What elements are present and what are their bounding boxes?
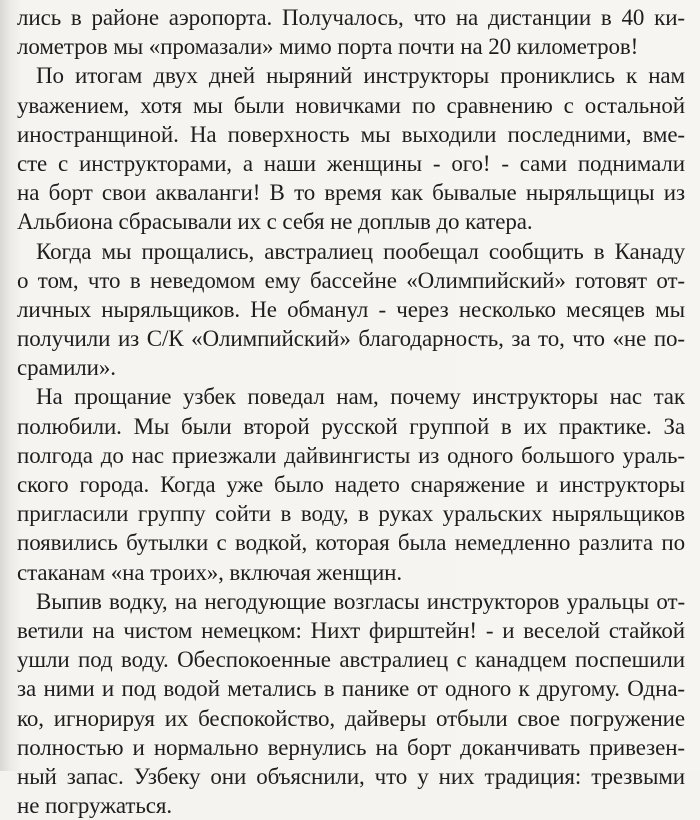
text-line: уважением, хотя мы были новичками по сравнению с остальной bbox=[17, 92, 685, 118]
paragraph bbox=[17, 3, 685, 61]
text-line: лометров мы «промазали» мимо порта почти на 20 километров! bbox=[17, 34, 639, 60]
text-line: полностью и нормально вернулись на борт доканчивать привезен- bbox=[17, 734, 685, 760]
text-line: Когда мы прощались, австралиец пообещал сообщить в Канаду bbox=[36, 238, 685, 264]
text-line: стаканам «на троих», включая женщин. bbox=[17, 559, 403, 585]
text-line: сте с инструкторами, а наши женщины - ого! - сами поднимали bbox=[17, 150, 685, 176]
text-line: получили из С/К «Олимпийский» благодарность, за то, что «не по- bbox=[17, 326, 685, 352]
text-line: Выпив водку, на негодующие возгласы инструкторов уральцы от- bbox=[36, 588, 685, 614]
paragraph bbox=[17, 587, 685, 820]
text-line: срамили». bbox=[17, 355, 116, 381]
text-line: Альбиона сбрасывали их с себя не доплыв до катера. bbox=[17, 209, 533, 235]
text-line: ко, игнорируя их беспокойство, дайверы отбыли свое погружение bbox=[17, 705, 685, 731]
text-line: пригласили группу сойти в воду, в руках уральских ныряльщиков bbox=[17, 501, 685, 527]
paragraph bbox=[17, 382, 685, 586]
text-line: появились бутылки с водкой, которая была немедленно разлита по bbox=[17, 530, 685, 556]
text-line: иностранщиной. На поверхность мы выходили последними, вме- bbox=[17, 121, 685, 147]
text-line: полюбили. Мы были второй русской группой в их практике. За bbox=[17, 413, 685, 439]
text-line: По итогам двух дней ныряний инструкторы прониклись к нам bbox=[36, 63, 685, 89]
text-line: ушли под воду. Обеспокоенные австралиец с канадцем поспешили bbox=[17, 647, 685, 673]
text-line: полгода до нас приезжали дайвингисты из одного большого ураль- bbox=[17, 442, 685, 468]
text-line: на борт свои акваланги! В то время как бывалые ныряльщицы из bbox=[17, 180, 685, 206]
text-line: ный запас. Узбеку они объяснили, что у них традиция: трезвыми bbox=[17, 763, 685, 789]
text-line: ветили на чистом немецком: Нихт фирштейн! - и веселой стайкой bbox=[17, 617, 685, 643]
text-line: лись в районе аэропорта. Получалось, что на дистанции в 40 ки- bbox=[17, 5, 685, 30]
text-line: не погружаться. bbox=[17, 793, 172, 819]
text-line: о том, что в неведомом ему бассейне «Олимпийский» готовят от- bbox=[17, 267, 685, 293]
text-line: На прощание узбек поведал нам, почему инструкторы нас так bbox=[36, 384, 685, 410]
paragraph bbox=[17, 237, 685, 383]
text-line: ского города. Когда уже было надето снаряжение и инструкторы bbox=[17, 472, 685, 497]
text-line: личных ныряльщиков. Не обманул - через несколько месяцев мы bbox=[17, 296, 685, 322]
paragraph bbox=[17, 61, 685, 236]
text-line: за ними и под водой метались в панике от одного к другому. Одна- bbox=[17, 676, 685, 702]
page-text bbox=[17, 3, 685, 820]
